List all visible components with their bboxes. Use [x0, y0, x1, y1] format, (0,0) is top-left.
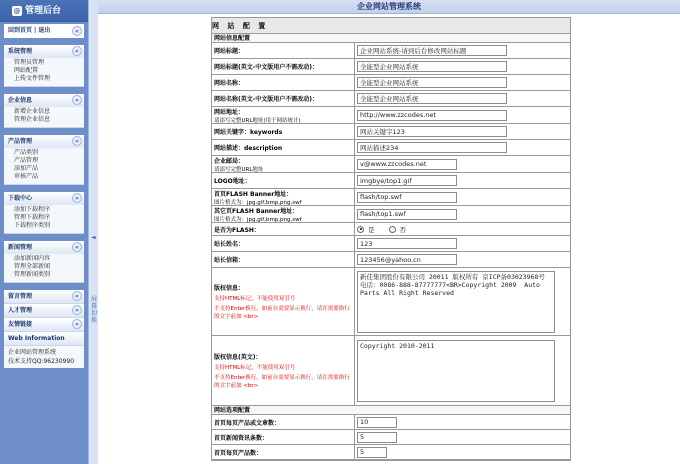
menu-messages: [4, 290, 84, 304]
web-info: [4, 346, 84, 368]
config-row: [212, 43, 570, 59]
logout-link[interactable]: 退出: [38, 27, 51, 34]
config-row: [212, 189, 570, 206]
field-label: 是否为FLASH：: [212, 223, 355, 235]
home-news-count-input[interactable]: [357, 432, 397, 443]
site-url-input[interactable]: [357, 110, 507, 121]
field-label: 网站标题(英文-中文版用户不需改动)：: [212, 59, 355, 74]
field-label: 首页每页产品或文章数：: [212, 415, 355, 429]
section-basic: 网站信息配置: [212, 34, 570, 43]
home-products-count-input[interactable]: [357, 417, 397, 428]
frame-splitter[interactable]: [88, 0, 98, 464]
chevron-down-icon[interactable]: «: [72, 305, 82, 315]
menu-item-product-manage[interactable]: 产品管理: [14, 157, 39, 164]
radio-unchecked-icon: [389, 226, 396, 233]
email-input[interactable]: [357, 159, 457, 170]
keywords-input[interactable]: [357, 126, 507, 137]
site-config-table: [211, 17, 571, 461]
menu-links: [4, 318, 84, 332]
copyright-note-html: 支持HTML标记，不能使用双引号: [214, 296, 296, 302]
flash-banner-input[interactable]: [357, 192, 457, 203]
menu-web-info: [4, 332, 84, 346]
menu-item-add-news[interactable]: 添加新闻内容: [14, 255, 51, 262]
config-caption: 网 站 配 置: [212, 18, 570, 34]
config-row: [212, 252, 570, 268]
menu-header-company[interactable]: 企业信息 «: [4, 94, 84, 107]
menu-item-manage-downloads[interactable]: 管理下载程序: [14, 214, 51, 221]
field-label: 首页FLASH Banner地址： 图片格式为：jpg,gif,bmp,png,swf: [212, 189, 355, 205]
sidebar-top-links: 回到首页 | 退出 «: [4, 24, 84, 38]
menu-item-add-download[interactable]: 添加下载程序: [14, 206, 51, 213]
page-title: 企业网站管理系统: [98, 0, 680, 14]
copyright-en-textarea[interactable]: [357, 340, 555, 402]
web-info-header: Web Information: [4, 332, 84, 345]
field-label: 网站描述：description: [212, 140, 355, 155]
chevron-up-icon[interactable]: «: [72, 242, 82, 252]
home-link[interactable]: 回到首页: [8, 27, 33, 34]
field-label: 首页新闻资讯条数：: [212, 430, 355, 444]
screen-switch-label[interactable]: 屏幕切换: [91, 296, 98, 324]
menu-header-messages[interactable]: 留言管理 «: [4, 290, 84, 303]
config-row: [212, 336, 570, 406]
field-label: 网站名称：: [212, 75, 355, 90]
menu-item-admins[interactable]: 管理员管理: [14, 59, 45, 66]
menu-item-review-product[interactable]: 审核产品: [14, 173, 39, 180]
sidebar-title: 管理后台: [25, 6, 62, 16]
menu-downloads: [4, 192, 84, 234]
chevron-down-icon[interactable]: «: [72, 291, 82, 301]
config-row: [212, 430, 570, 445]
copyright-en-note-enter: 不支持Enter换行，如前台需要显示换行，请在需要换行的文字前加 <br>: [214, 375, 350, 389]
config-row: [212, 59, 570, 75]
menu-item-product-categories[interactable]: 产品类别: [14, 149, 39, 156]
chevron-up-icon[interactable]: «: [72, 95, 82, 105]
menu-item-news-categories[interactable]: 管理新闻类别: [14, 271, 51, 278]
chevron-up-icon[interactable]: «: [72, 46, 82, 56]
chevron-up-icon[interactable]: «: [72, 136, 82, 146]
site-title-en-input[interactable]: [357, 61, 507, 72]
copyright-note-enter: 不支持Enter换行，如前台需要显示换行，请在需要换行的文字前加 <br>: [214, 306, 350, 320]
menu-talent: [4, 304, 84, 318]
menu-header-talent[interactable]: 人才管理 «: [4, 304, 84, 317]
radio-checked-icon: [357, 226, 364, 233]
web-info-line: 技术支持QQ:96230990: [8, 358, 75, 365]
menu-item-download-categories[interactable]: 下载程序类别: [14, 222, 51, 229]
description-input[interactable]: [357, 142, 507, 153]
field-label: 网站标题：: [212, 43, 355, 58]
menu-header-downloads[interactable]: 下载中心 «: [4, 192, 84, 205]
sidebar: [0, 0, 88, 464]
copyright-en-note-html: 支持HTML标记，不能使用双引号: [214, 365, 296, 371]
menu-products: [4, 135, 84, 185]
config-row: [212, 75, 570, 91]
config-row: [212, 415, 570, 430]
main-content: [98, 0, 680, 464]
config-row: [212, 445, 570, 460]
field-label: 版权信息： 支持HTML标记，不能使用双引号 不支持Enter换行，如前台需要显示换行，请在需要换行的文字前加 <br>: [212, 268, 355, 335]
sidebar-header: [0, 0, 88, 22]
menu-item-site-config[interactable]: 网站配置: [14, 67, 39, 74]
field-label: 站长信箱：: [212, 252, 355, 267]
menu-company: [4, 94, 84, 128]
collapse-icon[interactable]: «: [72, 26, 82, 36]
admin-badge-icon: @: [13, 6, 21, 15]
web-info-line: 企业网站管理系统: [8, 349, 57, 356]
config-row: [212, 268, 570, 336]
chevron-down-icon[interactable]: «: [72, 319, 82, 329]
field-label: 其它页FLASH Banner地址： 图片格式为：jpg,gif,bmp,png,swf: [212, 206, 355, 222]
config-row: [212, 91, 570, 107]
menu-header-links[interactable]: 友情链接 «: [4, 318, 84, 331]
logo-input[interactable]: [357, 175, 457, 186]
menu-item-add-company-info[interactable]: 新增企业信息: [14, 108, 51, 115]
config-row: [212, 173, 570, 189]
field-label: 版权信息(英文)： 支持HTML标记，不能使用双引号 不支持Enter换行，如前台需要显示换行，请在需要换行的文字前加 <br>: [212, 336, 355, 405]
field-label: 网站地址： 请添写完整URL地址(用于网站统计): [212, 107, 355, 123]
config-row: [212, 124, 570, 140]
config-row: [212, 140, 570, 156]
products-per-page-input[interactable]: [357, 447, 387, 458]
flash-banner-other-input[interactable]: [357, 209, 457, 220]
site-name-en-input[interactable]: [357, 93, 507, 104]
webmaster-email-input[interactable]: [357, 254, 457, 265]
config-row: [212, 156, 570, 173]
field-label: 网站名称(英文-中文版用户不需改动)：: [212, 91, 355, 106]
menu-item-manage-news[interactable]: 管理全部新闻: [14, 263, 51, 270]
config-row: [212, 236, 570, 252]
field-label: 首页每页产品数：: [212, 445, 355, 459]
menu-system: [4, 45, 84, 87]
config-row: [212, 107, 570, 124]
copyright-textarea[interactable]: [357, 271, 555, 333]
menu-item-uploads[interactable]: 上传文件管理: [14, 75, 51, 82]
menu-header-news[interactable]: 新闻管理 «: [4, 241, 84, 254]
menu-header-products[interactable]: 产品管理 «: [4, 135, 84, 148]
field-label: LOGO地址：: [212, 173, 355, 188]
site-title-input[interactable]: [357, 45, 507, 56]
webmaster-input[interactable]: [357, 238, 457, 249]
field-label: 站长姓名：: [212, 236, 355, 251]
menu-item-add-product[interactable]: 添加产品: [14, 165, 39, 172]
chevron-up-icon[interactable]: «: [72, 193, 82, 203]
flash-yes-radio[interactable]: 是: [357, 225, 375, 234]
flash-no-radio[interactable]: 否: [389, 225, 407, 234]
field-label: 企业邮局： 请添写完整URL地址: [212, 156, 355, 172]
site-name-input[interactable]: [357, 77, 507, 88]
config-row: [212, 206, 570, 223]
section-options: 网站选项配置: [212, 406, 570, 415]
menu-news: [4, 241, 84, 283]
menu-item-manage-company-info[interactable]: 管理企业信息: [14, 116, 51, 123]
menu-header-system[interactable]: 系统管理 «: [4, 45, 84, 58]
collapse-arrow-icon[interactable]: ◄: [91, 234, 96, 241]
field-label: 网站关键字：keywords: [212, 124, 355, 139]
config-row: [212, 223, 570, 236]
